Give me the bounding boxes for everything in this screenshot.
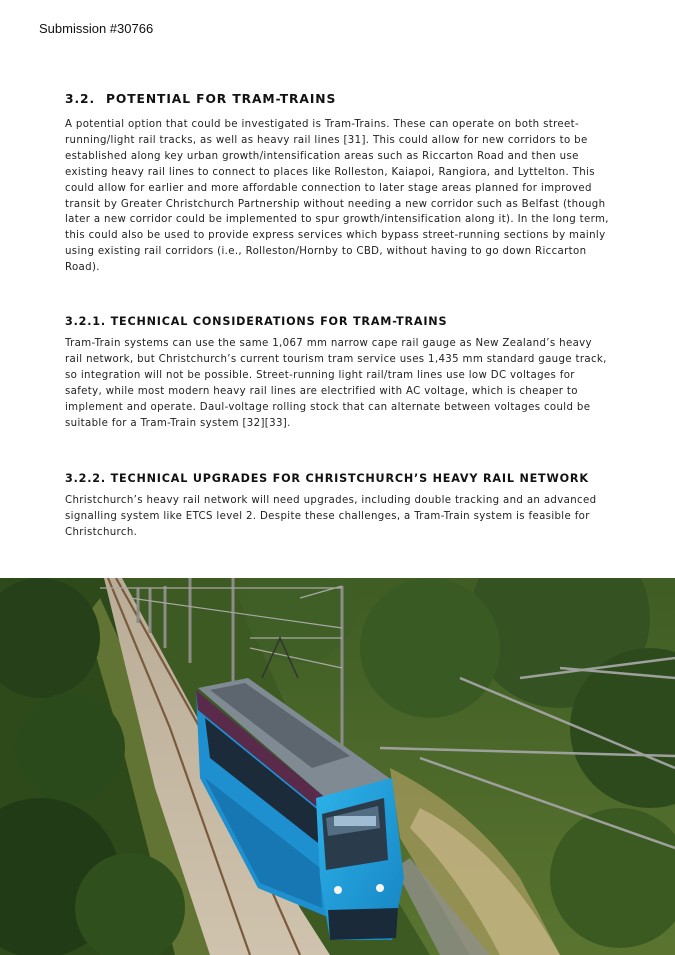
section-3-2-paragraph: A potential option that could be investigated is Tram-Trains. These can operate on both street-running/light rail tracks, as well as heavy rail lines [31]. This could allow for new corridors to be established along key urban growth/intensification areas such as Riccarton Road and then use existing heavy rail lines to connect to places like Rolleston, Kaiapoi, Rangiora, and Lyttelton. This could allow for earlier and more affordable connection to later stage areas planned for improved transit by Greater Christchurch Partnership without needing a new corridor such as Belfast (though later a new corridor could be implemented to spur growth/intensification along it). In the long term, this could also be used to provide express services which bypass street-running sections by mainly using existing rail corridors (i.e., Rolleston/Hornby to CBD, without having to go down Riccarton Road). [65,119,609,274]
tram-bumper [328,908,398,940]
document-body [65,92,610,538]
section-3-2-2 [65,472,610,541]
section-3-2-heading [65,92,610,106]
section-3-2-2-heading: 3.2.2. TECHNICAL UPGRADES FOR CHRISTCHURCH’S HEAVY RAIL NETWORK [65,472,589,485]
submission-label: Submission #30766 [39,21,154,36]
tram-headlight-left [334,886,342,894]
section-3-2-2-paragraph: Christchurch’s heavy rail network will need upgrades, including double tracking and an advanced signalling system like ETCS level 2. Despite these challenges, a Tram-Train system is feasible for Christchurch. [65,495,597,538]
section-3-2-1 [65,315,610,431]
tree-clump [15,693,125,803]
section-3-2-title: POTENTIAL FOR TRAM-TRAINS [106,92,337,106]
tram-headlight-right [376,884,384,892]
tram-train-photo [0,578,675,955]
section-3-2-1-heading: 3.2.1. TECHNICAL CONSIDERATIONS FOR TRAM-TRAINS [65,315,448,328]
tree-clump [360,578,500,718]
section-3-2-1-paragraph: Tram-Train systems can use the same 1,067 mm narrow cape rail gauge as New Zealand’s heavy rail network, but Christchurch’s current tourism tram service uses 1,435 mm standard gauge track, so integration will not be possible. Street-running light rail/tram lines use low DC voltages for safety, while most modern heavy rail lines are electrified with AC voltage, which is cheaper to implement and operate. Daul-voltage rolling stock that can alternate between voltages could be suitable for a Tram-Train system [32][33]. [65,338,607,429]
section-3-2-number: 3.2. [65,92,96,106]
tram-train-illustration [0,578,675,955]
tram-destination-display [334,816,376,826]
